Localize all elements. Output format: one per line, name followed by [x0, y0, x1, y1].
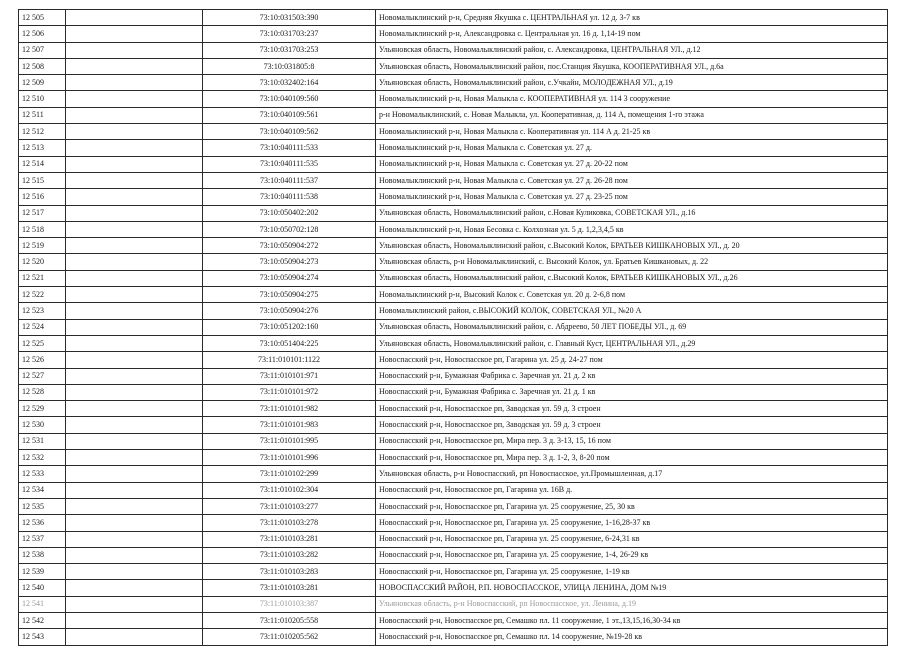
- empty-cell: [66, 564, 203, 580]
- record-number-cell: 12 542: [19, 612, 66, 628]
- cadastral-number-cell: 73:11:010103:281: [203, 580, 376, 596]
- empty-cell: [66, 596, 203, 612]
- address-cell: Новомалыклинский р-н, Александровка с. Центральная ул. 16 д. 1,14-19 пом: [376, 26, 888, 42]
- address-cell: Новоспасский р-н, Новоспасское рп, Семашко пл. 14 сооружение, №19-28 кв: [376, 629, 888, 645]
- cadastral-number-cell: 73:11:010101:1122: [203, 352, 376, 368]
- record-number-cell: 12 512: [19, 124, 66, 140]
- empty-cell: [66, 107, 203, 123]
- empty-cell: [66, 612, 203, 628]
- table-row: [19, 189, 888, 205]
- address-cell: Ульяновская область, Новомалыклинский район, с.Новая Куликовка, СОВЕТСКАЯ УЛ., д.16: [376, 205, 888, 221]
- cadastral-number-cell: 73:11:010101:996: [203, 450, 376, 466]
- cadastral-number-cell: 73:11:010101:971: [203, 368, 376, 384]
- cadastral-number-cell: 73:11:010205:562: [203, 629, 376, 645]
- address-cell: Ульяновская область, Новомалыклинский район, с.Учкайн, МОЛОДЕЖНАЯ УЛ., д.19: [376, 75, 888, 91]
- table-row: [19, 384, 888, 400]
- address-cell: НОВОСПАССКИЙ РАЙОН, Р.П. НОВОСПАССКОЕ, УЛИЦА ЛЕНИНА, ДОМ №19: [376, 580, 888, 596]
- empty-cell: [66, 433, 203, 449]
- address-cell: Новомалыклинский р-н, Новая Малыкла с. Советская ул. 27 д. 23-25 пом: [376, 189, 888, 205]
- empty-cell: [66, 384, 203, 400]
- record-number-cell: 12 530: [19, 417, 66, 433]
- registry-body: [19, 10, 888, 646]
- table-row: [19, 26, 888, 42]
- empty-cell: [66, 498, 203, 514]
- table-row: [19, 433, 888, 449]
- address-cell: Новомалыклинский р-н, Новая Малыкла с. Советская ул. 27 д. 26-28 пом: [376, 172, 888, 188]
- table-row: [19, 450, 888, 466]
- empty-cell: [66, 189, 203, 205]
- record-number-cell: 12 528: [19, 384, 66, 400]
- cadastral-number-cell: 73:10:051202:160: [203, 319, 376, 335]
- table-row: [19, 498, 888, 514]
- record-number-cell: 12 521: [19, 270, 66, 286]
- empty-cell: [66, 238, 203, 254]
- address-cell: Ульяновская область, р-н Новоспасский, рп Новоспасское, ул. Ленина, д.19: [376, 596, 888, 612]
- empty-cell: [66, 547, 203, 563]
- record-number-cell: 12 511: [19, 107, 66, 123]
- table-row: [19, 612, 888, 628]
- table-row: [19, 515, 888, 531]
- cadastral-number-cell: 73:10:040109:561: [203, 107, 376, 123]
- cadastral-number-cell: 73:11:010103:283: [203, 564, 376, 580]
- record-number-cell: 12 543: [19, 629, 66, 645]
- record-number-cell: 12 540: [19, 580, 66, 596]
- record-number-cell: 12 532: [19, 450, 66, 466]
- empty-cell: [66, 335, 203, 351]
- record-number-cell: 12 526: [19, 352, 66, 368]
- table-row: [19, 580, 888, 596]
- table-row: [19, 466, 888, 482]
- cadastral-number-cell: 73:10:040111:538: [203, 189, 376, 205]
- address-cell: Ульяновская область, Новомалыклинский район, с. Главный Куст, ЦЕНТРАЛЬНАЯ УЛ., д.29: [376, 335, 888, 351]
- table-row: [19, 91, 888, 107]
- empty-cell: [66, 319, 203, 335]
- record-number-cell: 12 538: [19, 547, 66, 563]
- record-number-cell: 12 522: [19, 287, 66, 303]
- cadastral-number-cell: 73:10:051404:225: [203, 335, 376, 351]
- address-cell: Новоспасский р-н, Новоспасское рп, Заводская ул. 59 д. 3 строен: [376, 417, 888, 433]
- empty-cell: [66, 629, 203, 645]
- record-number-cell: 12 531: [19, 433, 66, 449]
- cadastral-number-cell: 73:10:040111:537: [203, 172, 376, 188]
- record-number-cell: 12 534: [19, 482, 66, 498]
- table-row: [19, 368, 888, 384]
- cadastral-number-cell: 73:11:010103:282: [203, 547, 376, 563]
- record-number-cell: 12 525: [19, 335, 66, 351]
- table-row: [19, 596, 888, 612]
- empty-cell: [66, 26, 203, 42]
- address-cell: Новоспасский р-н, Новоспасское рп, Заводская ул. 59 д. 3 строен: [376, 401, 888, 417]
- empty-cell: [66, 450, 203, 466]
- address-cell: Новомалыклинский р-н, Новая Малыкла с. Советская ул. 27 д.: [376, 140, 888, 156]
- record-number-cell: 12 520: [19, 254, 66, 270]
- cadastral-number-cell: 73:11:010103:278: [203, 515, 376, 531]
- address-cell: Новомалыклинский р-н, Новая Малыкла с. Кооперативная ул. 114 А д. 21-25 кв: [376, 124, 888, 140]
- cadastral-number-cell: 73:10:050904:274: [203, 270, 376, 286]
- table-row: [19, 335, 888, 351]
- empty-cell: [66, 172, 203, 188]
- cadastral-number-cell: 73:10:040111:533: [203, 140, 376, 156]
- empty-cell: [66, 287, 203, 303]
- cadastral-number-cell: 73:11:010103:277: [203, 498, 376, 514]
- cadastral-number-cell: 73:10:050402:202: [203, 205, 376, 221]
- empty-cell: [66, 417, 203, 433]
- cadastral-number-cell: 73:10:031703:253: [203, 42, 376, 58]
- address-cell: Новоспасский р-н, Новоспасское рп, Семашко пл. 11 сооружение, 1 эт.,13,15,16,30-34 кв: [376, 612, 888, 628]
- table-row: [19, 205, 888, 221]
- address-cell: Новоспасский р-н, Новоспасское рп, Гагарина ул. 25 д. 24-27 пом: [376, 352, 888, 368]
- table-row: [19, 531, 888, 547]
- address-cell: Новоспасский р-н, Новоспасское рп, Гагарина ул. 25 сооружение, 1-16,28-37 кв: [376, 515, 888, 531]
- record-number-cell: 12 517: [19, 205, 66, 221]
- address-cell: Ульяновская область, Новомалыклинский район, с. Александровка, ЦЕНТРАЛЬНАЯ УЛ., д.12: [376, 42, 888, 58]
- cadastral-number-cell: 73:11:010103:387: [203, 596, 376, 612]
- record-number-cell: 12 515: [19, 172, 66, 188]
- cadastral-number-cell: 73:11:010101:983: [203, 417, 376, 433]
- cadastral-number-cell: 73:10:050904:272: [203, 238, 376, 254]
- table-row: [19, 401, 888, 417]
- cadastral-number-cell: 73:10:031703:237: [203, 26, 376, 42]
- record-number-cell: 12 509: [19, 75, 66, 91]
- empty-cell: [66, 140, 203, 156]
- record-number-cell: 12 514: [19, 156, 66, 172]
- cadastral-number-cell: 73:10:031503:390: [203, 10, 376, 26]
- table-row: [19, 303, 888, 319]
- record-number-cell: 12 513: [19, 140, 66, 156]
- cadastral-number-cell: 73:11:010205:558: [203, 612, 376, 628]
- record-number-cell: 12 529: [19, 401, 66, 417]
- address-cell: р-н Новомалыклинский, с. Новая Малыкла, ул. Кооперативная, д. 114 А, помещения 1-го этажа: [376, 107, 888, 123]
- empty-cell: [66, 368, 203, 384]
- table-row: [19, 319, 888, 335]
- empty-cell: [66, 42, 203, 58]
- table-row: [19, 172, 888, 188]
- empty-cell: [66, 531, 203, 547]
- cadastral-number-cell: 73:11:010102:299: [203, 466, 376, 482]
- cadastral-number-cell: 73:11:010101:995: [203, 433, 376, 449]
- cadastral-number-cell: 73:10:050904:276: [203, 303, 376, 319]
- empty-cell: [66, 124, 203, 140]
- address-cell: Новоспасский р-н, Бумажная Фабрика с. Заречная ул. 21 д. 1 кв: [376, 384, 888, 400]
- table-row: [19, 10, 888, 26]
- address-cell: Новомалыклинский р-н, Новая Бесовка с. Колхозная ул. 5 д. 1,2,3,4,5 кв: [376, 221, 888, 237]
- record-number-cell: 12 506: [19, 26, 66, 42]
- address-cell: Новоспасский р-н, Новоспасское рп, Гагарина ул. 25 сооружение, 25, 30 кв: [376, 498, 888, 514]
- address-cell: Новоспасский р-н, Новоспасское рп, Гагарина ул. 25 сооружение, 1-4, 26-29 кв: [376, 547, 888, 563]
- table-row: [19, 221, 888, 237]
- registry-table: [18, 9, 888, 646]
- address-cell: Новоспасский р-н, Новоспасское рп, Мира пер. 3 д. 1-2, 3, 8-20 пом: [376, 450, 888, 466]
- empty-cell: [66, 482, 203, 498]
- table-row: [19, 417, 888, 433]
- table-row: [19, 547, 888, 563]
- record-number-cell: 12 508: [19, 58, 66, 74]
- address-cell: Ульяновская область, Новомалыклинский район, пос.Станция Якушка, КООПЕРАТИВНАЯ УЛ., д.6а: [376, 58, 888, 74]
- address-cell: Новоспасский р-н, Бумажная Фабрика с. Заречная ул. 21 д. 2 кв: [376, 368, 888, 384]
- record-number-cell: 12 527: [19, 368, 66, 384]
- empty-cell: [66, 352, 203, 368]
- address-cell: Новомалыклинский район, с.ВЫСОКИЙ КОЛОК, СОВЕТСКАЯ УЛ., №20 А: [376, 303, 888, 319]
- cadastral-number-cell: 73:10:050904:273: [203, 254, 376, 270]
- record-number-cell: 12 536: [19, 515, 66, 531]
- empty-cell: [66, 156, 203, 172]
- address-cell: Новомалыклинский р-н, Средняя Якушка с. ЦЕНТРАЛЬНАЯ ул. 12 д. 3-7 кв: [376, 10, 888, 26]
- address-cell: Ульяновская область, р-н Новомалыклинский, с. Высокий Колок, ул. Братьев Кишкановых, д. 22: [376, 254, 888, 270]
- cadastral-number-cell: 73:10:050904:275: [203, 287, 376, 303]
- table-row: [19, 254, 888, 270]
- empty-cell: [66, 401, 203, 417]
- table-row: [19, 42, 888, 58]
- table-row: [19, 629, 888, 645]
- table-row: [19, 75, 888, 91]
- record-number-cell: 12 541: [19, 596, 66, 612]
- record-number-cell: 12 533: [19, 466, 66, 482]
- table-row: [19, 238, 888, 254]
- address-cell: Ульяновская область, Новомалыклинский район, с.Высокий Колок, БРАТЬЕВ КИШКАНОВЫХ УЛ., д.26: [376, 270, 888, 286]
- cadastral-number-cell: 73:10:040109:562: [203, 124, 376, 140]
- table-row: [19, 287, 888, 303]
- empty-cell: [66, 466, 203, 482]
- empty-cell: [66, 580, 203, 596]
- cadastral-number-cell: 73:10:032402:164: [203, 75, 376, 91]
- record-number-cell: 12 524: [19, 319, 66, 335]
- table-row: [19, 107, 888, 123]
- table-row: [19, 58, 888, 74]
- empty-cell: [66, 58, 203, 74]
- record-number-cell: 12 507: [19, 42, 66, 58]
- address-cell: Новоспасский р-н, Новоспасское рп, Гагарина ул. 25 сооружение, 1-19 кв: [376, 564, 888, 580]
- address-cell: Новомалыклинский р-н, Высокий Колок с. Советская ул. 20 д. 2-6,8 пом: [376, 287, 888, 303]
- table-row: [19, 482, 888, 498]
- address-cell: Новомалыклинский р-н, Новая Малыкла с. Советская ул. 27 д. 20-22 пом: [376, 156, 888, 172]
- empty-cell: [66, 10, 203, 26]
- record-number-cell: 12 510: [19, 91, 66, 107]
- cadastral-number-cell: 73:11:010102:304: [203, 482, 376, 498]
- record-number-cell: 12 519: [19, 238, 66, 254]
- table-row: [19, 156, 888, 172]
- cadastral-number-cell: 73:10:040109:560: [203, 91, 376, 107]
- record-number-cell: 12 516: [19, 189, 66, 205]
- cadastral-number-cell: 73:11:010101:982: [203, 401, 376, 417]
- cadastral-number-cell: 73:11:010103:281: [203, 531, 376, 547]
- record-number-cell: 12 505: [19, 10, 66, 26]
- record-number-cell: 12 518: [19, 221, 66, 237]
- address-cell: Ульяновская область, Новомалыклинский район, с. Абдреево, 50 ЛЕТ ПОБЕДЫ УЛ., д. 69: [376, 319, 888, 335]
- table-row: [19, 270, 888, 286]
- table-row: [19, 140, 888, 156]
- empty-cell: [66, 221, 203, 237]
- cadastral-number-cell: 73:10:040111:535: [203, 156, 376, 172]
- address-cell: Новоспасский р-н, Новоспасское рп, Гагарина ул. 25 сооружение, 6-24,31 кв: [376, 531, 888, 547]
- record-number-cell: 12 537: [19, 531, 66, 547]
- empty-cell: [66, 515, 203, 531]
- table-row: [19, 124, 888, 140]
- record-number-cell: 12 535: [19, 498, 66, 514]
- cadastral-number-cell: 73:11:010101:972: [203, 384, 376, 400]
- address-cell: Новоспасский р-н, Новоспасское рп, Гагарина ул. 16В д.: [376, 482, 888, 498]
- record-number-cell: 12 523: [19, 303, 66, 319]
- table-row: [19, 564, 888, 580]
- address-cell: Ульяновская область, Новомалыклинский район, с.Высокий Колок, БРАТЬЕВ КИШКАНОВЫХ УЛ., д. 20: [376, 238, 888, 254]
- record-number-cell: 12 539: [19, 564, 66, 580]
- table-row: [19, 352, 888, 368]
- empty-cell: [66, 303, 203, 319]
- address-cell: Новоспасский р-н, Новоспасское рп, Мира пер. 3 д. 3-13, 15, 16 пом: [376, 433, 888, 449]
- empty-cell: [66, 91, 203, 107]
- empty-cell: [66, 270, 203, 286]
- cadastral-number-cell: 73:10:031805:8: [203, 58, 376, 74]
- empty-cell: [66, 75, 203, 91]
- address-cell: Новомалыклинский р-н, Новая Малыкла с. КООПЕРАТИВНАЯ ул. 114 3 сооружение: [376, 91, 888, 107]
- address-cell: Ульяновская область, р-н Новоспасский, рп Новоспасское, ул.Промышленная, д.17: [376, 466, 888, 482]
- empty-cell: [66, 205, 203, 221]
- empty-cell: [66, 254, 203, 270]
- cadastral-number-cell: 73:10:050702:128: [203, 221, 376, 237]
